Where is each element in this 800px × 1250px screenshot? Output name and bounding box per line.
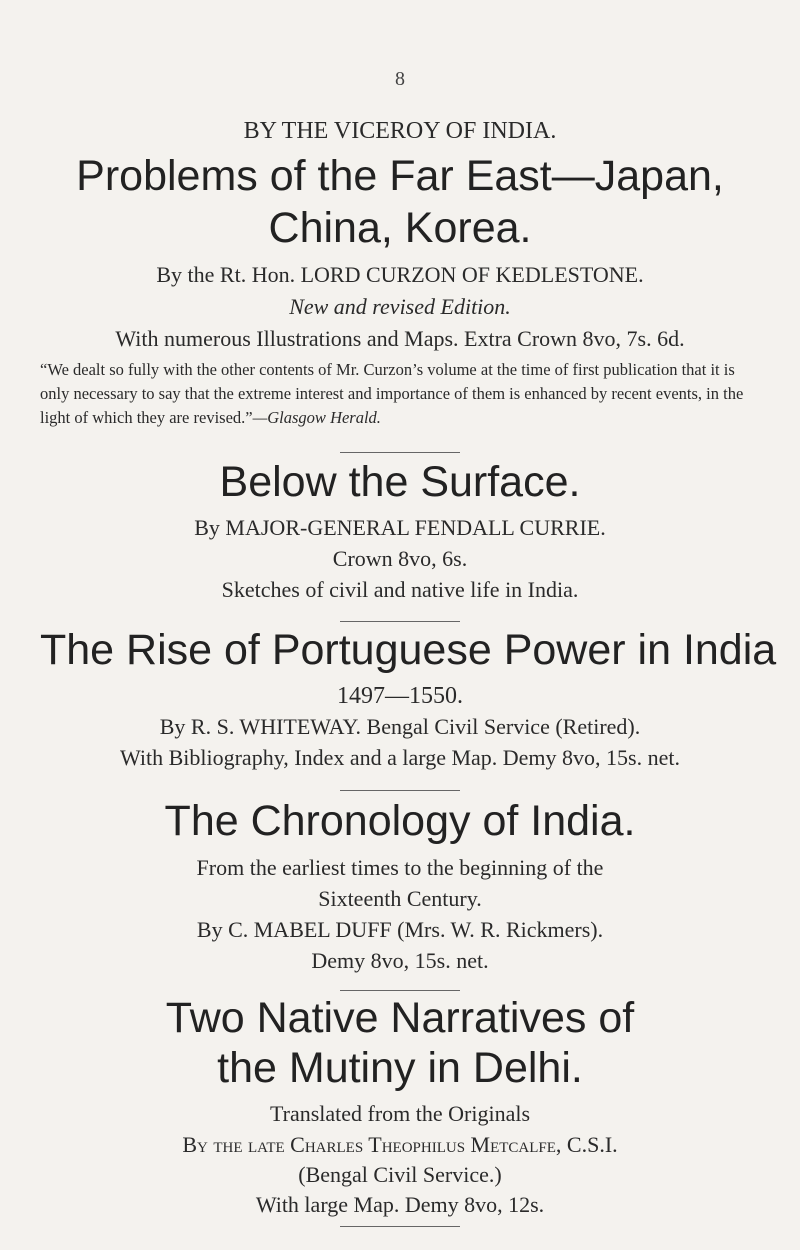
- book-title-curzon-line1: Problems of the Far East—Japan,: [76, 152, 724, 200]
- book-author-currie: By MAJOR-GENERAL FENDALL CURRIE.: [194, 515, 606, 540]
- book-details-duff: Demy 8vo, 15s. net.: [311, 948, 489, 973]
- book-details-currie: Crown 8vo, 6s.: [332, 546, 468, 571]
- book-author-duff: By C. MABEL DUFF (Mrs. W. R. Rickmers).: [196, 917, 604, 942]
- book-title-chronology: The Chronology of India.: [164, 797, 636, 845]
- book-title-portuguese: The Rise of Portuguese Power in India: [40, 626, 777, 674]
- review-text: “We dealt so fully with the other contents of Mr. Curzon’s volume at the time of first publication that it is only necessary to say that the extreme interest and importance of them is enhanced by recent events, in the light of which they are revised.”: [40, 360, 744, 427]
- book-details-metcalfe: With large Map. Demy 8vo, 12s.: [255, 1192, 545, 1217]
- divider: [340, 790, 460, 791]
- divider: [340, 990, 460, 991]
- divider: [340, 621, 460, 622]
- divider: [340, 1226, 460, 1227]
- book-author-whiteway: By R. S. WHITEWAY. Bengal Civil Service (Retired).: [159, 714, 641, 739]
- book-title-mutiny-line1: Two Native Narratives of: [165, 994, 635, 1042]
- book-description-currie: Sketches of civil and native life in India.: [221, 577, 579, 602]
- review-source: —Glasgow Herald.: [252, 408, 381, 427]
- book-details-whiteway: With Bibliography, Index and a large Map. Demy 8vo, 15s. net.: [119, 745, 680, 770]
- book-author-note-metcalfe: (Bengal Civil Service.): [298, 1162, 502, 1187]
- book-dates-portuguese: 1497—1550.: [337, 683, 463, 709]
- page-number: 8: [395, 68, 405, 90]
- book-details-curzon: With numerous Illustrations and Maps. Extra Crown 8vo, 7s. 6d.: [115, 326, 685, 351]
- book-title-surface: Below the Surface.: [219, 458, 581, 506]
- divider: [340, 452, 460, 453]
- book-author-curzon: By the Rt. Hon. LORD CURZON OF KEDLESTONE.: [156, 262, 644, 287]
- book-description-chronology-line2: Sixteenth Century.: [318, 886, 482, 911]
- book-edition-curzon: New and revised Edition.: [289, 294, 511, 319]
- book-title-mutiny-line2: the Mutiny in Delhi.: [217, 1044, 583, 1092]
- viceroy-heading: BY THE VICEROY OF INDIA.: [243, 118, 557, 144]
- book-title-curzon-line2: China, Korea.: [268, 204, 532, 252]
- book-review-curzon: [40, 358, 760, 430]
- book-description-mutiny: Translated from the Originals: [269, 1101, 531, 1126]
- book-description-chronology-line1: From the earliest times to the beginning of the: [196, 855, 604, 880]
- book-author-metcalfe: By the late Charles Theophilus Metcalfe, C.S.I.: [182, 1132, 618, 1157]
